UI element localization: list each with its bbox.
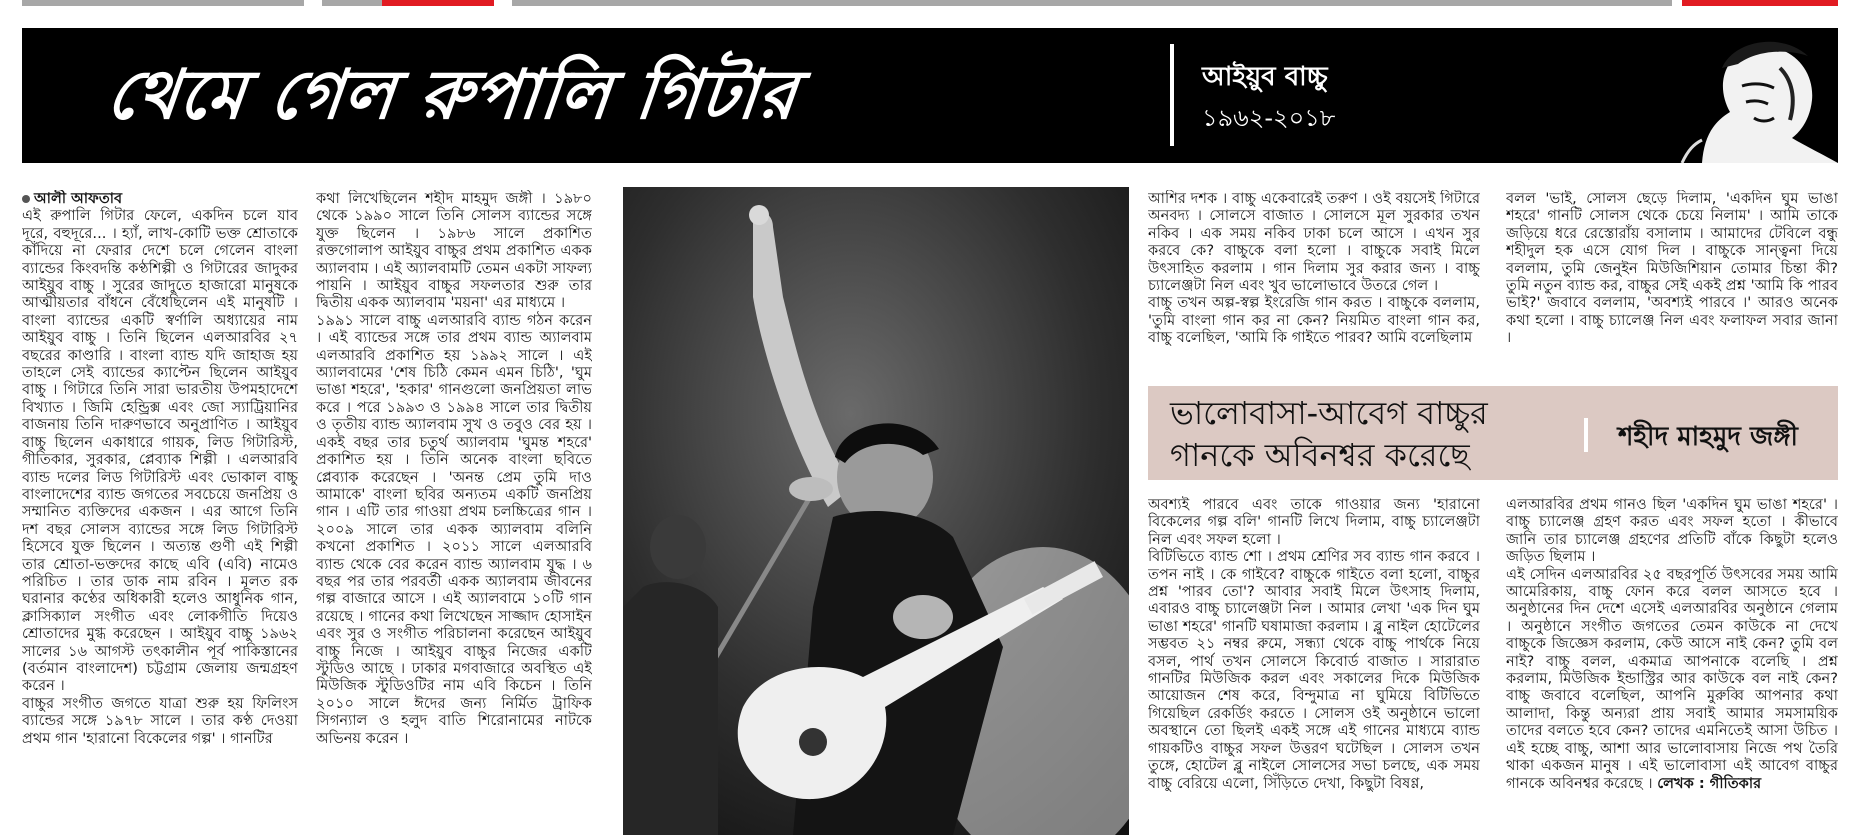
article2-column-4-top	[1506, 190, 1838, 365]
article2-column-3-bottom	[1148, 496, 1480, 834]
paragraph: এলআরবির প্রথম গানও ছিল 'একদিন ঘুম ভাঙা শহরে' । বাচ্চু চ্যালেঞ্জ গ্রহণ করত এবং সফল হতো । কীভাবে জানি তার চ্যালেঞ্জ গ্রহণের প্রতিটি বাঁকে কিছুটা হলেও জড়িত ছিলাম ।	[1506, 496, 1838, 566]
portrait-sketch-image	[1642, 28, 1838, 163]
artist-name: আইয়ুব বাচ্চু	[1202, 62, 1328, 92]
paragraph	[1506, 566, 1838, 792]
paragraph: বাচ্চু তখন অল্প-স্বল্প ইংরেজি গান করত । বাচ্চুকে বললাম, 'তুমি বাংলা গান কর না কেন? নিয়মিত বাংলা গান কর, বাচ্চু বলেছিল, 'আমি কি গাইতে পারব? আমি বলেছিলাম	[1148, 294, 1480, 347]
article2-column-3-top	[1148, 190, 1480, 365]
writer-credit: লেখক : গীতিকার	[1657, 774, 1762, 792]
top-rule-red-1	[382, 0, 494, 6]
paragraph: বলল 'ভাই, সোলস ছেড়ে দিলাম, 'একদিন ঘুম ভাঙা শহরে' গানটি সোলস থেকে চেয়ে নিলাম' । আমি তাকে জড়িয়ে ধরে রেস্তোরাঁয় বসালাম । আমাদের টেবিলে বন্ধু শহীদুল হক এসে যোগ দিল । বাচ্চুকে সান্ত্বনা দিয়ে বললাম, তুমি জেনুইন মিউজিশিয়ান তোমার চিন্তা কী? তুমি নতুন ব্যান্ড কর, বাচ্চুর সেই একই প্রশ্ন 'আমি কি পারব ভাই?' জবাবে বললাম, 'অবশ্যই পারবে ।' আরও অনেক কথা হলো । বাচ্চু চ্যালেঞ্জ নিল এবং ফলাফল সবার জানা ।	[1506, 190, 1838, 347]
banner	[22, 28, 1838, 163]
bullet-icon	[22, 195, 30, 203]
subheadline-title	[1170, 392, 1690, 476]
top-rule-gray-1	[22, 0, 304, 6]
top-rule-gray-3	[512, 0, 1672, 6]
top-rule-gray-2	[322, 0, 382, 6]
paragraph: বাচ্চুর সংগীত জগতে যাত্রা শুরু হয় ফিলিংস ব্যান্ডের সঙ্গে ১৯৭৮ সালে । তার কণ্ঠ দেওয়া প্রথম গান 'হারানো বিকেলের গল্প' । গানটির	[22, 694, 298, 747]
paragraph: বিটিভিতে ব্যান্ড শো । প্রথম শ্রেণির সব ব্যান্ড গান করবে । তপন নাই । কে গাইবে? বাচ্চুকে গাইতে বলা হলো, বাচ্চুর প্রশ্ন 'পারব তো'? আবার সবাই মিলে উৎসাহ দিলাম, এবারও বাচ্চু চ্যালেঞ্জটা নিল । আমার লেখা 'এক দিন ঘুম ভাঙা শহরে' গানটি ঘষামাজা করলাম । ব্লু নাইল হোটেলের সম্ভবত ২১ নম্বর রুমে, সন্ধ্যা থেকে বাচ্চু পার্থকে নিয়ে বসল, পার্থ তখন সোলসে কিবোর্ড বাজাত । সারারাত গানটির মিউজিক করল এবং সকালের দিকে মিউজিক আয়োজন শেষ করে, বিন্দুমাত্র না ঘুমিয়ে বিটিভিতে গিয়েছিল রেকর্ডিং করতে । সোলস ওই অনুষ্ঠানে ভালো অবস্থানে তো ছিলই একই সঙ্গে এই গানের মাধ্যমে ব্যান্ড গায়কটিও বাচ্চুর সফল উত্তরণ ঘটেছিল । সোলস তখন তুঙ্গে, হোটেল ব্লু নাইলে সোলসের সভা চলছে, এক সময় বাচ্চু বেরিয়ে এলো, সিঁড়িতে দেখা, কিছুটা বিষণ্ণ,	[1148, 548, 1480, 792]
paragraph: কথা লিখেছিলেন শহীদ মাহমুদ জঙ্গী । ১৯৮০ থেকে ১৯৯০ সালে তিনি সোলস ব্যান্ডের সঙ্গে যুক্ত ছিলেন । ১৯৮৬ সালে প্রকাশিত রক্তগোলাপ আইয়ুব বাচ্চুর প্রথম প্রকাশিত একক অ্যালবাম । এই অ্যালবামটি তেমন একটা সাফল্য পায়নি । আইয়ুব বাচ্চুর সফলতার শুরু তার দ্বিতীয় একক অ্যালবাম 'ময়না' এর মাধ্যমে ।	[316, 190, 592, 312]
article2-column-4-bottom	[1506, 496, 1838, 834]
top-rule-red-2	[1682, 0, 1838, 6]
subheadline-line-1: ভালোবাসা-আবেগ বাচ্চুর	[1170, 394, 1488, 432]
byline-text: আলী আফতাব	[34, 190, 123, 207]
subheadline-line-2: গানকে অবিনশ্বর করেছে	[1170, 436, 1470, 474]
subheadline-box	[1148, 386, 1838, 480]
paragraph-text: এই সেদিন এলআরবির ২৫ বছরপূর্তি উৎসবের সময় আমি আমেরিকায়, বাচ্চু ফোন করে বলল আসতে হবে । অনুষ্ঠানের দিন দেশে এসেই এলআরবির অনুষ্ঠানে গেলাম । অনুষ্ঠানে সংগীত জগতের তেমন কাউকে না দেখে বাচ্চুকে জিজ্ঞেস করলাম, কেউ আসে নাই কেন? তুমি বল নাই? বাচ্চু বলল, একমাত্র আপনাকে বলেছি । প্রশ্ন করলাম, মিউজিক ইন্ডাস্ট্রির আর কাউকে বল নাই কেন? বাচ্চু জবাবে বলেছিল, আপনি মুরুব্বি আপনার কথা আলাদা, কিন্তু অন্যরা প্রায় সবাই আমার সমসাময়িক তাদের বলতে হবে কেন? তাদের এমনিতেই আসা উচিত । এই হচ্ছে বাচ্চু, আশা আর ভালোবাসায় নিজে পথ তৈরি থাকা একজন মানুষ । এই ভালোবাসা এই আবেগ বাচ্চুর গানকে অবিনশ্বর করেছে ।	[1506, 565, 1838, 792]
byline	[22, 190, 298, 207]
paragraph: অবশ্যই পারবে এবং তাকে গাওয়ার জন্য 'হারানো বিকেলের গল্প বলি' গানটি লিখে দিলাম, বাচ্চু চ্যালেঞ্জটা নিল এবং সফল হলো ।	[1148, 496, 1480, 548]
paragraph: এই রুপালি গিটার ফেলে, একদিন চলে যাব দূরে, বহুদূরে... । হ্যাঁ, লাখ-কোটি ভক্ত শ্রোতাকে কাঁদিয়ে না ফেরার দেশে চলে গেলেন বাংলা ব্যান্ডের কিংবদন্তি কণ্ঠশিল্পী ও গিটারের জাদুকর আইয়ুব বাচ্চু । সুরের জাদুতে হাজারো মানুষকে আত্মীয়তার বাঁধনে বেঁধেছিলেন এই মানুষটি । বাংলা ব্যান্ডের একটি স্বর্ণালি অধ্যায়ের নাম আইয়ুব বাচ্চু । তিনি ছিলেন এলআরবির ২৭ বছরের কাণ্ডারি । বাংলা ব্যান্ড যদি জাহাজ হয় তাহলে সেই ব্যান্ডের ক্যাপ্টেন ছিলেন আইয়ুব বাচ্চু । গিটারে তিনি সারা ভারতীয় উপমহাদেশে বিখ্যাত । জিমি হেন্ড্রিক্স এবং জো স্যাট্রিয়ানির বাজনায় তিনি দারুণভাবে অনুপ্রাণিত । আইয়ুব বাচ্চু ছিলেন একাধারে গায়ক, লিড গিটারিস্ট, গীতিকার, সুরকার, প্লেব্যাক শিল্পী । এলআরবি ব্যান্ড দলের লিড গিটারিস্ট এবং ভোকাল বাচ্চু বাংলাদেশের ব্যান্ড জগতের সবচেয়ে জনপ্রিয় ও সম্মানিত ব্যক্তিদের একজন । এর আগে তিনি দশ বছর সোলস ব্যান্ডের সঙ্গে লিড গিটারিস্ট হিসেবে যুক্ত ছিলেন । অত্যন্ত গুণী এই শিল্পী তার শ্রোতা-ভক্তদের কাছে এবি (এবি) নামেও পরিচিত । তার ডাক নাম রবিন । মূলত রক ঘরানার কণ্ঠের অধিকারী হলেও আধুনিক গান, ক্লাসিক্যাল সংগীত এবং লোকগীতি দিয়েও শ্রোতাদের মুগ্ধ করেছেন । আইয়ুব বাচ্চু ১৯৬২ সালের ১৬ আগস্ট তৎকালীন পূর্ব পাকিস্তানের (বর্তমান বাংলাদেশ) চট্টগ্রাম জেলায় জন্মগ্রহণ করেন ।	[22, 207, 298, 695]
concert-photo	[623, 187, 1129, 835]
banner-divider	[1170, 44, 1174, 146]
headline: থেমে গেল রুপালি গিটার	[102, 56, 802, 135]
article-column-1	[22, 190, 298, 830]
subheadline-author: শহীদ মাহমুদ জঙ্গী	[1618, 422, 1798, 452]
subheadline-divider	[1584, 418, 1588, 452]
artist-years: ১৯৬২-২০১৮	[1202, 104, 1336, 132]
paragraph: আশির দশক । বাচ্চু একেবারেই তরুণ । ওই বয়সেই গিটারে অনবদ্য । সোলসে বাজাত । সোলসে মূল সুরকার তখন নকিব । এক সময় নকিব ঢাকা চলে আসে । এখন সুর করবে কে? বাচ্চুকে বলা হলো । বাচ্চুকে সবাই মিলে উৎসাহিত করলাম । গান দিলাম সুর করার জন্য । বাচ্চু চ্যালেঞ্জটা নিল এবং খুব ভালোভাবে উতরে গেল ।	[1148, 190, 1480, 295]
paragraph: ১৯৯১ সালে বাচ্চু এলআরবি ব্যান্ড গঠন করেন । এই ব্যান্ডের সঙ্গে তার প্রথম ব্যান্ড অ্যালবাম এলআরবি প্রকাশিত হয় ১৯৯২ সালে । এই অ্যালবামের 'শেষ চিঠি কেমন এমন চিঠি', 'ঘুম ভাঙা শহরে', 'হকার' গানগুলো জনপ্রিয়তা লাভ করে । পরে ১৯৯৩ ও ১৯৯৪ সালে তার দ্বিতীয় ও তৃতীয় ব্যান্ড অ্যালবাম সুখ ও তবুও বের হয় । একই বছর তার চতুর্থ অ্যালবাম 'ঘুমন্ত শহরে' প্রকাশিত হয় । তিনি অনেক বাংলা ছবিতে প্লেব্যাক করেছেন । 'অনন্ত প্রেম তুমি দাও আমাকে' বাংলা ছবির অন্যতম একটি জনপ্রিয় গান । এটি তার গাওয়া প্রথম চলচ্চিত্রের গান । ২০০৯ সালে তার একক অ্যালবাম বলিনি কখনো প্রকাশিত । ২০১১ সালে এলআরবি ব্যান্ড থেকে বের করেন ব্যান্ড অ্যালবাম যুদ্ধ । ৬ বছর পর তার পরবর্তী একক অ্যালবাম জীবনের গল্প বাজারে আসে । এই অ্যালবামে ১০টি গান রয়েছে । গানের কথা লিখেছেন সাজ্জাদ হোসাইন এবং সুর ও সংগীত পরিচালনা করেছেন আইয়ুব বাচ্চু নিজে । আইয়ুব বাচ্চুর নিজের একটি স্টুডিও আছে । ঢাকার মগবাজারে অবস্থিত এই মিউজিক স্টুডিওটির নাম এবি কিচেন । তিনি ২০১০ সালে ঈদের জন্য নির্মিত ট্রাফিক সিগন্যাল ও হলুদ বাতি শিরোনামের নাটকে অভিনয় করেন ।	[316, 311, 592, 747]
article-column-2	[316, 190, 592, 830]
